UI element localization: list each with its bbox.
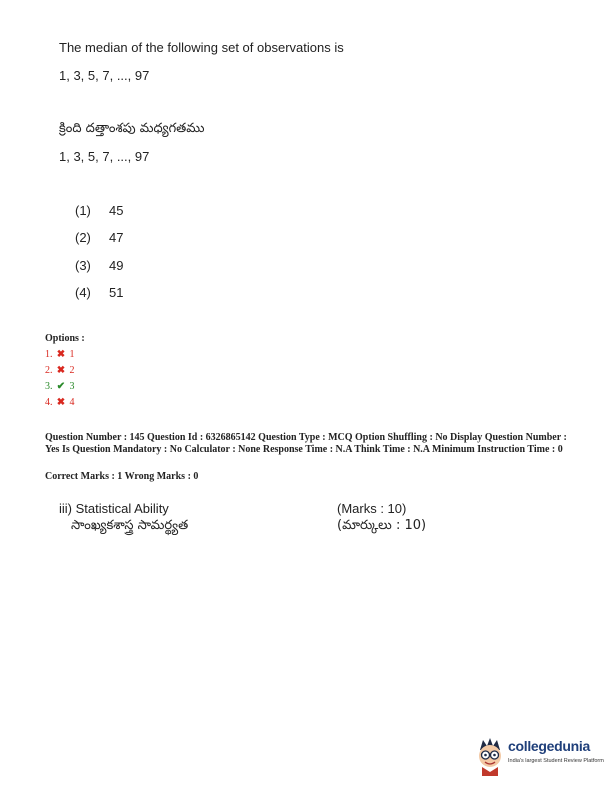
section-title-english: iii) Statistical Ability bbox=[59, 501, 169, 516]
answer-value: 47 bbox=[109, 230, 124, 245]
options-heading: Options : bbox=[45, 333, 85, 344]
option-value: 2 bbox=[69, 365, 75, 376]
question-telugu: క్రింది దత్తాంశపు మధ్యగతము bbox=[59, 121, 205, 136]
cross-icon: ✖ bbox=[56, 397, 66, 408]
option-item-2 bbox=[45, 365, 75, 376]
answer-choice-3 bbox=[75, 258, 123, 273]
section-marks-telugu: (మార్కులు : 10) bbox=[337, 518, 427, 533]
answer-choice-2 bbox=[75, 230, 123, 245]
section-title-telugu: సాంఖ్యకశాస్త్ర సామర్థ్యత bbox=[71, 518, 189, 533]
answer-value: 49 bbox=[109, 258, 124, 273]
question-meta: Question Number : 145 Question Id : 6326865142 Question Type : MCQ Option Shuffling : No Display Question Number : Yes Is Question Mandatory : No Calculator : None Response Time : N.A Think Time : N.A Minimum Instruction Time : 0 bbox=[45, 432, 567, 455]
answer-choice-4 bbox=[75, 285, 123, 300]
answer-value: 45 bbox=[109, 203, 124, 218]
option-item-4 bbox=[45, 397, 75, 408]
cross-icon: ✖ bbox=[56, 365, 66, 376]
collegedunia-logo bbox=[474, 736, 606, 778]
answer-number: (2) bbox=[75, 230, 91, 245]
section-marks-english: (Marks : 10) bbox=[337, 501, 407, 516]
logo-wordmark: collegedunia bbox=[508, 738, 590, 754]
cross-icon: ✖ bbox=[56, 349, 66, 360]
answer-value: 51 bbox=[109, 285, 124, 300]
logo-tagline: India's largest Student Review Platform bbox=[508, 758, 604, 764]
option-index: 3. bbox=[45, 381, 53, 392]
answer-number: (3) bbox=[75, 258, 91, 273]
answer-choice-1 bbox=[75, 203, 123, 218]
question-series-telugu: 1, 3, 5, 7, ..., 97 bbox=[59, 149, 150, 164]
option-index: 4. bbox=[45, 397, 53, 408]
mascot-icon bbox=[474, 736, 506, 776]
answer-number: (4) bbox=[75, 285, 91, 300]
option-value: 1 bbox=[69, 349, 75, 360]
check-icon: ✔ bbox=[56, 381, 66, 392]
option-index: 2. bbox=[45, 365, 53, 376]
option-item-3 bbox=[45, 381, 75, 392]
option-value: 3 bbox=[69, 381, 75, 392]
option-index: 1. bbox=[45, 349, 53, 360]
question-series-english: 1, 3, 5, 7, ..., 97 bbox=[59, 68, 150, 83]
marks-info: Correct Marks : 1 Wrong Marks : 0 bbox=[45, 471, 199, 482]
answer-number: (1) bbox=[75, 203, 91, 218]
option-item-1 bbox=[45, 349, 75, 360]
option-value: 4 bbox=[69, 397, 75, 408]
question-english: The median of the following set of observations is bbox=[59, 40, 344, 55]
